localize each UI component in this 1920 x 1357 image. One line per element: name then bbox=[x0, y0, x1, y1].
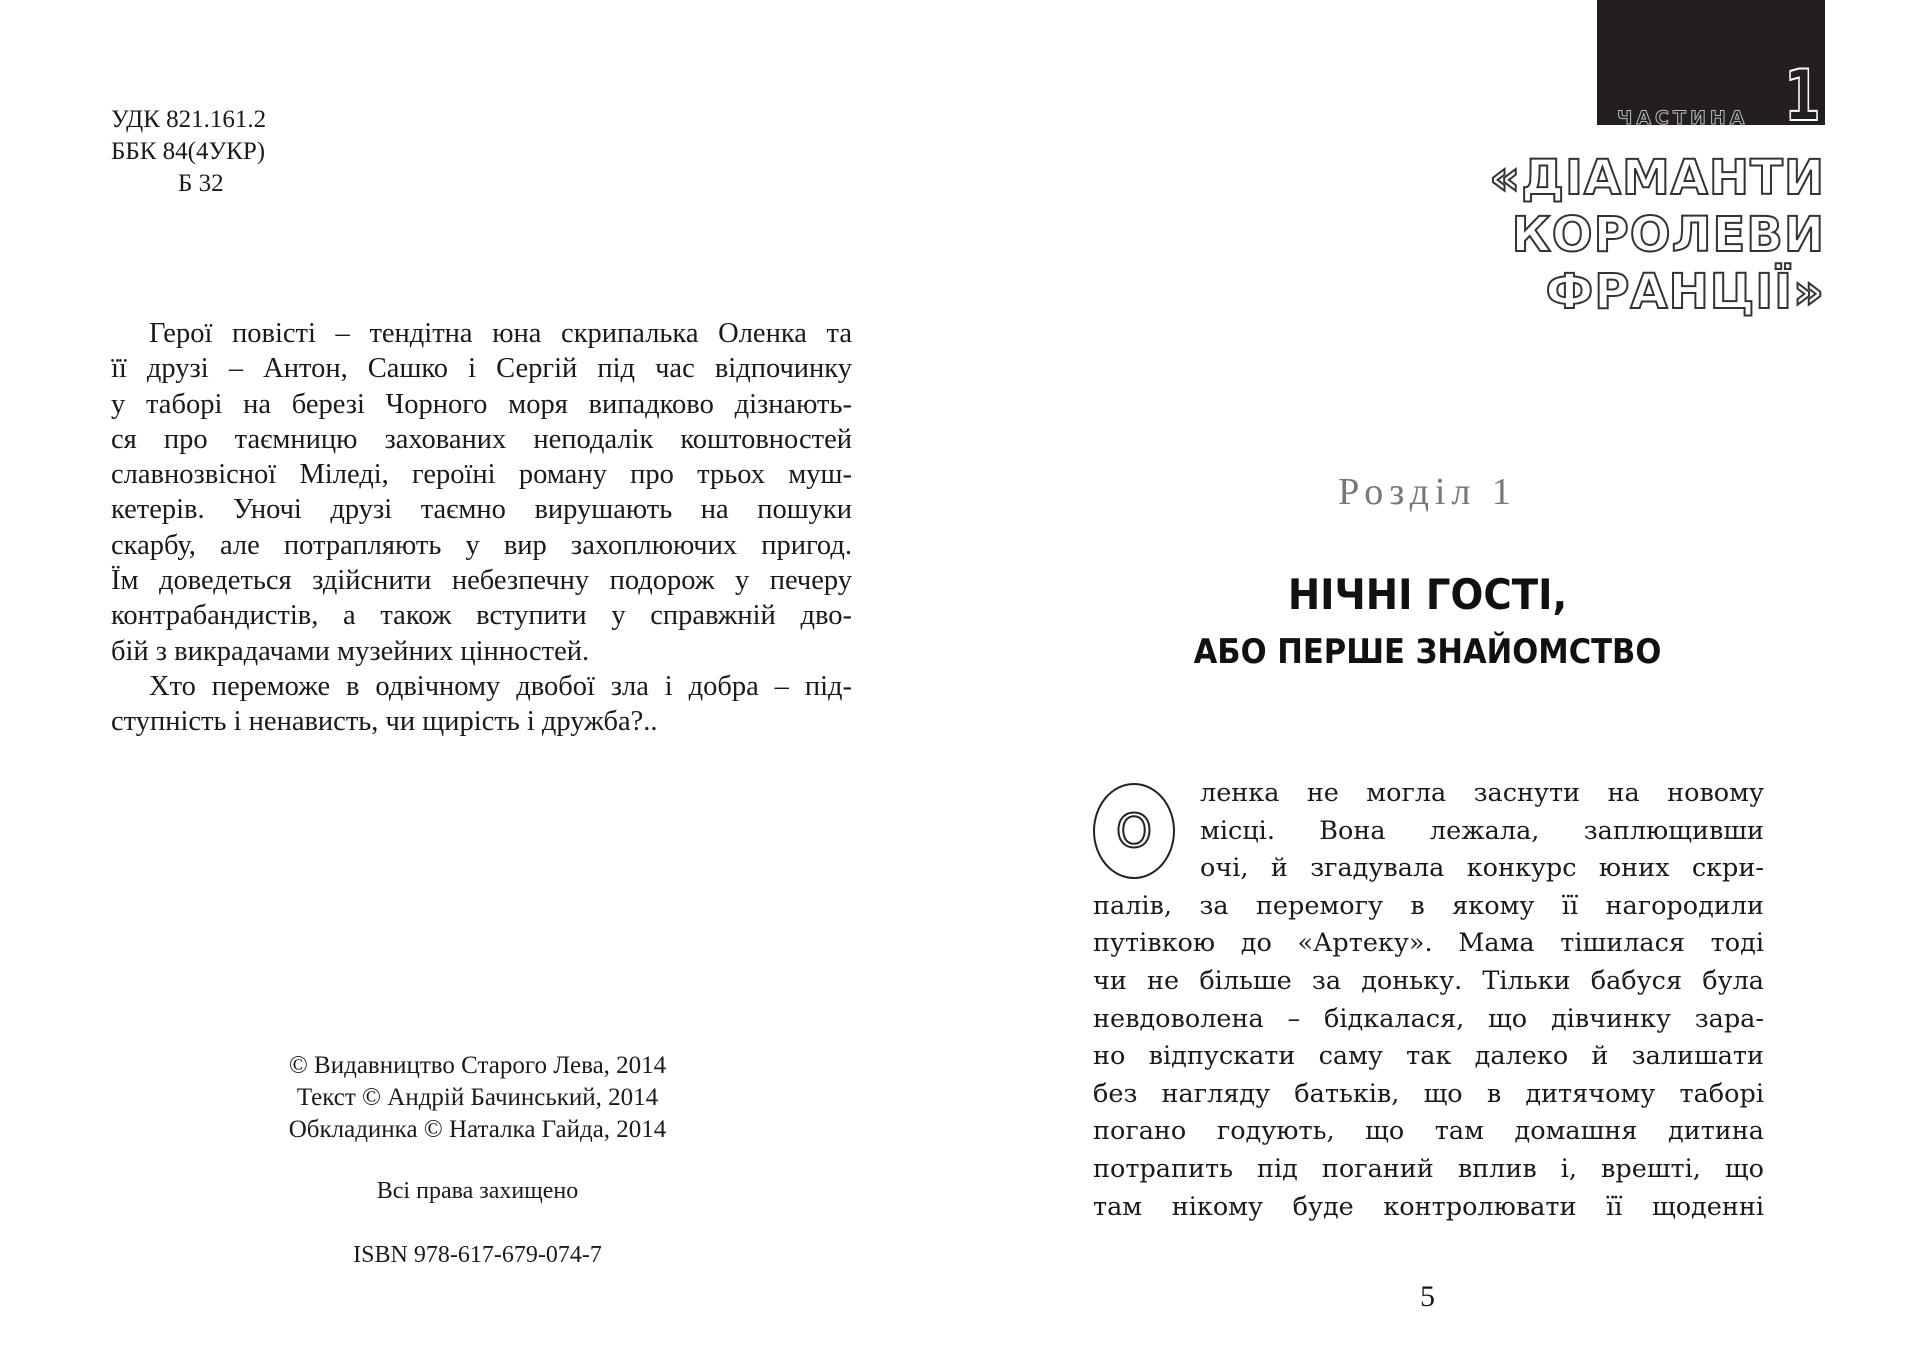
part-number: 1 bbox=[1784, 55, 1821, 137]
body-line: погано годують, що там домашня дитина bbox=[1093, 1116, 1764, 1147]
body-line: без нагляду батьків, що в дитячому таборі bbox=[1093, 1078, 1764, 1109]
udc-code: УДК 821.161.2 bbox=[111, 106, 267, 133]
body-line: місці. Вона лежала, заплющивши bbox=[1200, 815, 1764, 846]
annotation-line: Їм доведеться здійснити небезпечну подорож у печеру bbox=[111, 565, 852, 597]
bbk-code: ББК 84(4УКР) bbox=[111, 138, 266, 165]
isbn: ISBN 978-617-679-074-7 bbox=[353, 1242, 602, 1268]
author-sign: Б 32 bbox=[178, 170, 224, 197]
annotation-line: кетерів. Уночі друзі таємно вирушають на пошуки bbox=[111, 494, 852, 526]
copyright-block bbox=[200, 1050, 755, 1146]
chapter-number: Розділ 1 bbox=[1338, 471, 1517, 513]
copyright-line: © Видавництво Старого Лева, 2014 bbox=[288, 1052, 667, 1079]
book-title-line: «ДІАМАНТИ bbox=[1489, 150, 1825, 206]
annotation-line: контрабандистів, а також вступити у справжній дво- bbox=[111, 600, 852, 632]
chapter-body bbox=[1093, 775, 1764, 1226]
body-line: очі, й згадувала конкурс юних скри- bbox=[1200, 853, 1764, 884]
page-number: 5 bbox=[1420, 1280, 1435, 1313]
classification-codes bbox=[111, 104, 266, 200]
annotation-line: скарбу, але потрапляють у вир захоплюючих пригод. bbox=[111, 529, 852, 561]
annotation-line: Герої повісті – тендітна юна скрипалька Оленка та bbox=[149, 318, 852, 349]
body-line: невдоволена – бідкалася, що дівчинку зара- bbox=[1093, 1003, 1764, 1034]
body-line: путівкою до «Артеку». Мама тішилася тоді bbox=[1093, 928, 1764, 959]
chapter-subtitle: АБО ПЕРШЕ ЗНАЙОМСТВО bbox=[1193, 632, 1662, 672]
body-line: ленка не могла заснути на новому bbox=[1200, 778, 1764, 808]
annotation-line: у таборі на березі Чорного моря випадково дізнають- bbox=[111, 388, 852, 420]
annotation-line: ся про таємницю захованих неподалік коштовностей bbox=[111, 423, 852, 455]
body-line: палів, за перемогу в якому її нагородили bbox=[1093, 890, 1764, 921]
annotation bbox=[111, 316, 852, 740]
body-line: чи не більше за доньку. Тільки бабуся була bbox=[1093, 965, 1764, 996]
part-label: ЧАСТИНА bbox=[1617, 107, 1749, 129]
copyright-line: Текст © Андрій Бачинський, 2014 bbox=[296, 1084, 659, 1111]
body-line: но відпускати саму так далеко й залишати bbox=[1093, 1041, 1764, 1072]
annotation-line: ступність і ненависть, чи щирість і дружба?.. bbox=[111, 706, 658, 738]
book-title-line: КОРОЛЕВИ bbox=[1511, 207, 1825, 263]
annotation-line: її друзі – Антон, Сашко і Сергій під час відпочинку bbox=[111, 353, 852, 385]
drop-cap-letter: О bbox=[1115, 804, 1153, 858]
annotation-line: Хто переможе в одвічному двобої зла і добра – під- bbox=[149, 670, 852, 702]
body-line: там нікому буде контролювати її щоденні bbox=[1093, 1191, 1764, 1222]
part-banner bbox=[1597, 0, 1825, 137]
chapter-title: НІЧНІ ГОСТІ, bbox=[1287, 570, 1568, 619]
rights-reserved: Всі права захищено bbox=[376, 1178, 579, 1204]
annotation-line: славнозвісної Міледі, героїні роману про трьох муш- bbox=[111, 459, 852, 491]
book-title-line: ФРАНЦІЇ» bbox=[1545, 264, 1825, 320]
copyright-line: Обкладинка © Наталка Гайда, 2014 bbox=[288, 1116, 667, 1143]
annotation-line: бій з викрадачами музейних цінностей. bbox=[111, 635, 590, 667]
book-title bbox=[1480, 150, 1825, 321]
body-line: потрапить під поганий вплив і, врешті, що bbox=[1093, 1153, 1764, 1184]
